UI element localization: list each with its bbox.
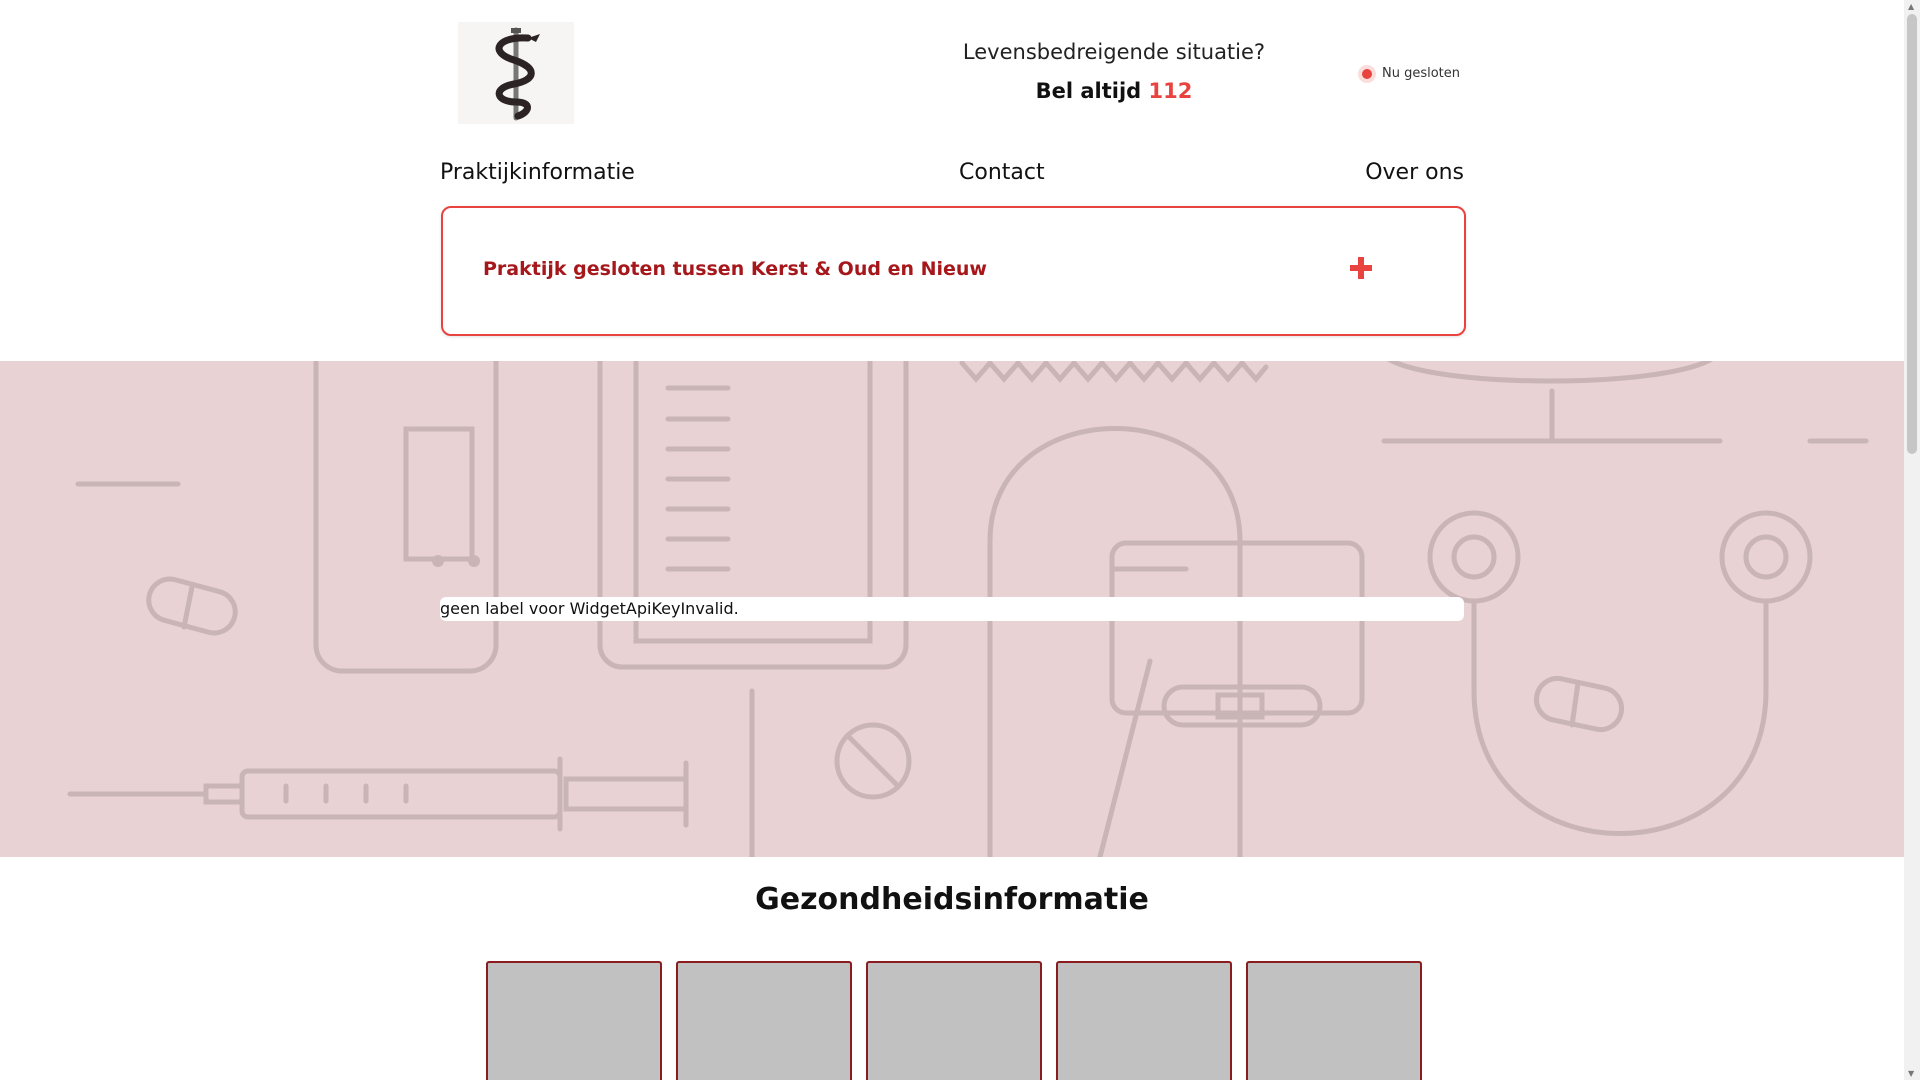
- nav-item-contact[interactable]: Contact: [959, 160, 1045, 185]
- emergency-call: [900, 79, 1328, 103]
- nav-item-over-ons[interactable]: Over ons: [1365, 160, 1464, 185]
- health-card[interactable]: [1246, 961, 1422, 1080]
- closure-notice[interactable]: [441, 206, 1466, 336]
- scrollbar-thumb[interactable]: [1907, 14, 1917, 454]
- notice-title: Praktijk gesloten tussen Kerst & Oud en Nieuw: [483, 258, 987, 280]
- emergency-call-prefix: Bel altijd: [1035, 79, 1142, 103]
- health-card[interactable]: [486, 961, 662, 1080]
- plus-icon[interactable]: [1341, 248, 1381, 288]
- status-dot-icon: [1362, 69, 1372, 79]
- widget-error-message: geen label voor WidgetApiKeyInvalid.: [440, 597, 1464, 621]
- scroll-down-icon[interactable]: ▼: [1908, 1069, 1915, 1078]
- logo[interactable]: [458, 22, 574, 124]
- scroll-up-icon[interactable]: ▲: [1908, 2, 1915, 11]
- rod-of-asclepius-icon: [458, 22, 574, 124]
- main-nav: [440, 160, 1464, 190]
- emergency-question: Levensbedreigende situatie?: [962, 40, 1266, 64]
- opening-status: [1356, 66, 1460, 81]
- nav-item-praktijkinformatie[interactable]: Praktijkinformatie: [440, 160, 635, 185]
- health-section-title: Gezondheidsinformatie: [755, 882, 1149, 917]
- health-card[interactable]: [866, 961, 1042, 1080]
- health-card[interactable]: [1056, 961, 1232, 1080]
- status-text: Nu gesloten: [1382, 66, 1461, 81]
- health-card[interactable]: [676, 961, 852, 1080]
- emergency-number[interactable]: 112: [1148, 79, 1193, 103]
- page-scrollbar[interactable]: [1904, 0, 1920, 1080]
